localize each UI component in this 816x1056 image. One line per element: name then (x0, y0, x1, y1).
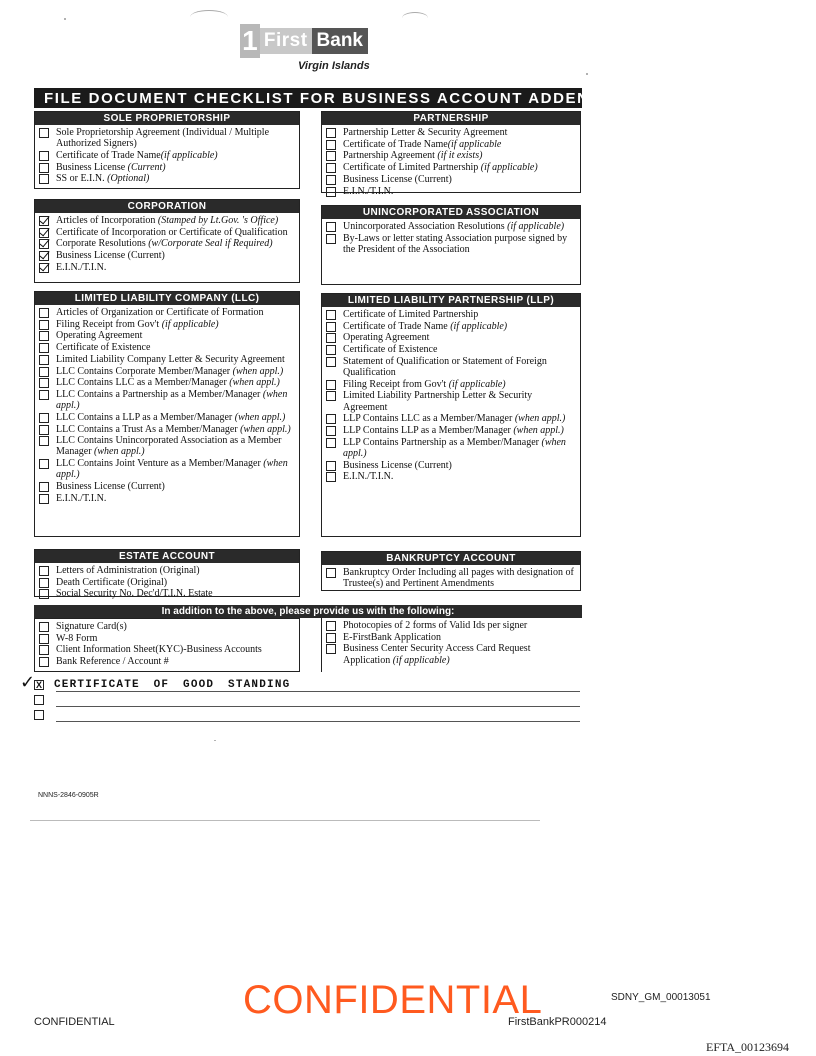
checkbox[interactable] (39, 645, 49, 655)
extra-line-1 (34, 679, 290, 691)
checklist-item (39, 319, 295, 330)
confidential-stamp-large: CONFIDENTIAL (243, 978, 543, 1022)
item-text: E.I.N./T.I.N. (56, 261, 107, 273)
additional-heading: In addition to the above, please provide us with the following: (34, 605, 582, 618)
section-heading: BANKRUPTCY ACCOUNT (322, 552, 580, 565)
item-note: (when appl.) (94, 446, 145, 458)
checkbox[interactable] (39, 308, 49, 318)
checklist-item (326, 321, 576, 332)
firstbank-logo (240, 24, 368, 58)
checkbox[interactable] (326, 345, 336, 355)
checkbox[interactable] (326, 472, 336, 482)
checklist-item-label (343, 309, 576, 320)
item-text: Business License (Current) (56, 481, 165, 493)
checklist-item (39, 150, 295, 161)
checklist-item (39, 173, 295, 184)
checklist-item (326, 233, 576, 255)
checklist-item (326, 567, 576, 589)
extra-rule-2 (56, 706, 580, 707)
checkbox[interactable] (39, 657, 49, 667)
checkbox[interactable] (326, 128, 336, 138)
item-list (322, 618, 581, 668)
checklist-item (39, 330, 295, 341)
section-estate-account (34, 549, 300, 600)
checklist-item-label (343, 460, 576, 471)
item-note: (when appl.) (240, 423, 291, 435)
scan-scuff (190, 10, 228, 24)
checklist-item-label (343, 221, 576, 232)
checklist-item-label (343, 471, 576, 482)
checklist-item (39, 215, 295, 226)
item-text: Business License (Current) (343, 459, 452, 471)
item-text: Operating Agreement (56, 330, 143, 342)
checklist-item (326, 643, 577, 665)
item-note: (if applicable) (160, 149, 218, 161)
item-note: (when appl.) (232, 365, 284, 377)
checklist-item (39, 458, 295, 480)
item-note: (Optional) (107, 173, 150, 185)
section-sole-proprietorship (34, 111, 300, 189)
checklist-item-label (343, 379, 576, 390)
item-text: Death Certificate (Original) (56, 576, 168, 588)
checklist-item-label (56, 127, 295, 149)
item-text: LLC Contains a LLP as a Member/Manager (56, 411, 235, 423)
checkbox[interactable] (39, 622, 49, 632)
checkbox[interactable] (326, 644, 336, 654)
item-text: Certificate of Existence (56, 342, 151, 354)
checkbox[interactable] (326, 438, 336, 448)
item-list (35, 619, 299, 670)
checkbox[interactable] (39, 343, 49, 353)
item-note: (when appl.) (234, 411, 286, 423)
checklist-item (326, 413, 576, 424)
checklist-item (39, 588, 295, 599)
item-text: Limited Liability Company Letter & Security Agreement (56, 353, 285, 365)
checkbox[interactable] (39, 482, 49, 492)
section-additional-right (321, 618, 581, 672)
item-note: (if applicable) (507, 221, 565, 232)
section-corporation (34, 199, 300, 283)
item-note: (if applicable) (480, 162, 538, 174)
checklist-item-label (56, 262, 295, 273)
checkbox[interactable] (39, 251, 49, 261)
checklist-item-label (343, 344, 576, 355)
checklist-item-label (56, 577, 295, 588)
item-text: Filing Receipt from Gov't (56, 318, 162, 330)
checklist-item (39, 633, 295, 644)
checklist-item (326, 221, 576, 232)
checklist-item-label (343, 425, 576, 436)
checkbox[interactable] (326, 357, 336, 367)
checklist-item (39, 656, 295, 667)
item-note: (if applicable) (392, 654, 450, 666)
bates-sdny: SDNY_GM_00013051 (611, 992, 711, 1003)
checkbox[interactable] (39, 578, 49, 588)
checklist-item (39, 412, 295, 423)
item-note: (when appl.) (343, 436, 566, 459)
checklist-item-label (56, 493, 295, 504)
checklist-item-label (56, 588, 295, 599)
checklist-item (326, 186, 576, 197)
checkbox[interactable] (326, 380, 336, 390)
item-text: Sole Proprietorship Agreement (Individual / Multiple Authorized Signers) (56, 127, 270, 150)
checkbox[interactable] (326, 633, 336, 643)
checkbox[interactable] (39, 320, 49, 330)
item-text: Business License (56, 161, 128, 173)
logo-mark: 1 (240, 24, 260, 58)
checklist-item-label (56, 150, 295, 161)
checkbox[interactable] (39, 163, 49, 173)
item-note: (if applicable) (448, 378, 506, 390)
efta-number: EFTA_00123694 (706, 1040, 790, 1054)
checklist-item (326, 162, 576, 173)
section-heading: LIMITED LIABILITY PARTNERSHIP (LLP) (322, 294, 580, 307)
checklist-item (39, 424, 295, 435)
confidential-label: CONFIDENTIAL (34, 1016, 115, 1028)
checklist-item-label (56, 238, 295, 249)
section-partnership (321, 111, 581, 197)
checklist-item (326, 309, 576, 320)
item-text: Certificate of Incorporation or Certificate of Qualification (56, 226, 288, 238)
checklist-item-label (56, 319, 295, 330)
scan-scuff (402, 12, 428, 24)
checklist-item-label (56, 565, 295, 576)
checkbox[interactable] (39, 228, 49, 238)
checklist-item-label (343, 390, 576, 412)
checklist-item-label (56, 366, 295, 377)
item-list (322, 307, 580, 485)
item-text: Social Security No. Dec'd/T.I.N. Estate (56, 588, 213, 600)
checklist-item-label (56, 481, 295, 492)
checklist-item (39, 644, 295, 655)
checklist-item-label (56, 330, 295, 341)
checklist-item-label (343, 567, 576, 589)
checkbox[interactable] (39, 151, 49, 161)
checklist-item-label (343, 186, 576, 197)
item-text: LLP Contains LLP as a Member/Manager (343, 425, 514, 437)
extra-checkbox-3[interactable] (34, 710, 44, 720)
checklist-item-label (56, 424, 295, 435)
item-text: LLC Contains Unincorporated Association as a Member Manager (56, 435, 282, 458)
checklist-item-label (56, 162, 295, 173)
checklist-item-label (56, 377, 295, 388)
item-text: LLC Contains LLC as a Member/Manager (56, 377, 230, 389)
checklist-item-label (56, 458, 295, 480)
item-text: LLC Contains a Partnership as a Member/Manager (56, 388, 263, 400)
item-text: Bank Reference / Account # (56, 656, 169, 668)
extra-line-2 (34, 695, 54, 705)
checklist-item-label (343, 150, 576, 161)
checklist-item (39, 493, 295, 504)
checklist-item-label (56, 307, 295, 318)
item-text: By-Laws or letter stating Association purpose signed by the President of the Association (343, 232, 568, 255)
checkbox[interactable] (326, 426, 336, 436)
item-text: Articles of Organization or Certificate of Formation (56, 307, 264, 318)
checklist-item-label (343, 174, 576, 185)
checkbox[interactable] (326, 333, 336, 343)
checklist-item-label (343, 127, 576, 138)
item-text: Certificate of Trade Name (56, 149, 161, 161)
checklist-item (39, 354, 295, 365)
checkbox[interactable] (326, 310, 336, 320)
checklist-item-label (56, 633, 295, 644)
section-heading: UNINCORPORATED ASSOCIATION (322, 206, 580, 219)
checklist-item (39, 435, 295, 457)
checklist-item (39, 227, 295, 238)
checkbox[interactable] (39, 425, 49, 435)
item-text: Limited Liability Partnership Letter & Security Agreement (343, 390, 533, 413)
checklist-title: FILE DOCUMENT CHECKLIST FOR BUSINESS ACCOUNT ADDENDUM (34, 88, 582, 108)
checklist-item (326, 425, 576, 436)
checklist-item (326, 150, 576, 161)
checklist-item-label (56, 656, 295, 667)
item-list (322, 125, 580, 199)
checklist-item (326, 356, 576, 378)
extra-rule-3 (56, 721, 580, 722)
checklist-item-label (343, 332, 576, 343)
checklist-item (326, 332, 576, 343)
checklist-item (39, 127, 295, 149)
extra-checkbox-2[interactable] (34, 695, 44, 705)
item-note: (when appl.) (56, 388, 288, 412)
checkbox[interactable] (39, 634, 49, 644)
item-note: (if applicable) (450, 320, 508, 332)
checklist-item-label (343, 356, 576, 378)
item-list (322, 565, 580, 592)
item-text: LLP Contains LLC as a Member/Manager (343, 413, 515, 425)
checklist-item-label (343, 632, 577, 643)
scan-speck (64, 18, 66, 20)
checkbox[interactable] (326, 175, 336, 185)
section-bankruptcy-account (321, 551, 581, 591)
item-text: Business Center Security Access Card Request Application (343, 643, 531, 666)
item-text: LLC Contains a Trust As a Member/Manager (56, 423, 241, 435)
section-heading: PARTNERSHIP (322, 112, 580, 125)
item-list (322, 219, 580, 258)
checkbox[interactable] (39, 459, 49, 469)
item-text: E-FirstBank Application (343, 631, 442, 643)
item-note: (Stamped by Lt.Gov. 's Office) (157, 215, 279, 226)
extra-line-text: CERTIFICATE OF GOOD STANDING (54, 679, 291, 691)
item-note: (when appl.) (229, 377, 280, 389)
item-text: Unincorporated Association Resolutions (343, 221, 508, 232)
checkbox[interactable] (39, 216, 49, 226)
checklist-item-label (56, 644, 295, 655)
checklist-item-label (56, 342, 295, 353)
item-list (35, 213, 299, 276)
checklist-item-label (56, 435, 295, 457)
logo-word-bank: Bank (312, 28, 368, 54)
item-text: Certificate of Trade Name (343, 138, 448, 150)
checklist-item (39, 577, 295, 588)
checklist-item (326, 174, 576, 185)
section-llc (34, 291, 300, 537)
checkbox[interactable] (326, 322, 336, 332)
extra-line-3 (34, 710, 54, 720)
checklist-item (326, 344, 576, 355)
checkbox[interactable] (39, 378, 49, 388)
item-text: W-8 Form (56, 632, 98, 644)
item-text: E.I.N./T.I.N. (343, 471, 394, 483)
item-text: Business License (Current) (343, 173, 452, 185)
section-llp (321, 293, 581, 537)
checkbox[interactable] (326, 140, 336, 150)
checkbox[interactable] (326, 621, 336, 631)
section-heading: CORPORATION (35, 200, 299, 213)
item-text: Certificate of Limited Partnership (343, 162, 481, 174)
checklist-item-label (56, 173, 295, 184)
checklist-item-label (343, 233, 576, 255)
item-text: Business License (Current) (56, 250, 165, 262)
checklist-item-label (56, 621, 295, 632)
checklist-item (326, 460, 576, 471)
checklist-item (39, 366, 295, 377)
item-text: Operating Agreement (343, 332, 430, 344)
extra-checkbox-1[interactable]: X (35, 680, 42, 690)
checklist-item (39, 238, 295, 249)
item-note: (if it exists) (437, 150, 483, 162)
item-list (35, 563, 299, 602)
checklist-item-label (56, 354, 295, 365)
checklist-item (326, 390, 576, 412)
checkbox[interactable] (326, 391, 336, 401)
item-note: (when appl.) (514, 413, 566, 425)
checklist-item-label (343, 643, 577, 665)
checkbox[interactable] (326, 163, 336, 173)
checklist-item (326, 127, 576, 138)
section-additional-left (34, 618, 300, 672)
checkbox[interactable] (326, 461, 336, 471)
checklist-item (39, 481, 295, 492)
scan-speck (586, 73, 588, 75)
checklist-item-label (343, 321, 576, 332)
bates-firstbank: FirstBankPR000214 (508, 1016, 607, 1028)
logo-word-first: First (260, 28, 312, 54)
item-text: Certificate of Limited Partnership (343, 309, 479, 320)
item-note: (when appl.) (56, 458, 288, 481)
handwritten-tick-mark: ✓ (20, 672, 36, 693)
checkbox[interactable] (326, 151, 336, 161)
item-text: Corporate Resolutions (56, 238, 149, 250)
item-text: Articles of Incorporation (56, 215, 158, 226)
item-text: LLC Contains Corporate Member/Manager (56, 365, 233, 377)
checklist-item-label (56, 215, 295, 226)
checkbox[interactable] (326, 187, 336, 197)
checkbox[interactable] (39, 390, 49, 400)
checklist-item (39, 307, 295, 318)
item-list (35, 305, 299, 506)
section-heading: SOLE PROPRIETORSHIP (35, 112, 299, 125)
checkbox[interactable] (39, 128, 49, 138)
item-text: Photocopies of 2 forms of Valid Ids per signer (343, 620, 528, 631)
checklist-item (39, 250, 295, 261)
scan-speck (214, 740, 216, 741)
checklist-item (39, 377, 295, 388)
item-text: Bankruptcy Order Including all pages with designation of Trustee(s) and Pertinent Amendments (343, 567, 574, 590)
checkbox[interactable] (39, 566, 49, 576)
checkbox[interactable] (39, 367, 49, 377)
checkbox[interactable] (326, 568, 336, 578)
checklist-item (326, 632, 577, 643)
item-note: (w/Corporate Seal if Required) (148, 238, 273, 250)
item-list (35, 125, 299, 187)
checklist-item (326, 620, 577, 631)
item-text: Statement of Qualification or Statement of Foreign Qualification (343, 355, 547, 379)
checklist-item-label (56, 227, 295, 238)
item-text: Filing Receipt from Gov't (343, 378, 449, 390)
item-note: (if applicable (447, 138, 502, 150)
item-text: Client Information Sheet(KYC)-Business Accounts (56, 644, 262, 656)
item-text: Partnership Agreement (343, 150, 438, 162)
logo-region: Virgin Islands (298, 60, 370, 72)
item-text: LLC Contains Joint Venture as a Member/Manager (56, 458, 264, 470)
form-number: NNNS-2846-0905R (38, 792, 99, 799)
extra-rule-1 (56, 691, 580, 692)
checkbox[interactable] (326, 222, 336, 232)
item-text: LLP Contains Partnership as a Member/Manager (343, 436, 542, 448)
checklist-item (39, 162, 295, 173)
checklist-item (39, 621, 295, 632)
checkbox[interactable] (39, 436, 49, 446)
checklist-item (39, 342, 295, 353)
checklist-item (326, 437, 576, 459)
item-text: Letters of Administration (Original) (56, 565, 200, 576)
checklist-item-label (56, 250, 295, 261)
checkbox[interactable] (326, 414, 336, 424)
checkbox[interactable] (39, 174, 49, 184)
checklist-item (39, 262, 295, 273)
section-heading: LIMITED LIABILITY COMPANY (LLC) (35, 292, 299, 305)
checklist-item (39, 389, 295, 411)
item-text: SS or E.I.N. (56, 173, 108, 185)
item-text: Signature Card(s) (56, 621, 127, 632)
checklist-item-label (343, 139, 576, 150)
item-text: Partnership Letter & Security Agreement (343, 127, 508, 138)
checkbox[interactable] (39, 589, 49, 599)
checklist-item-label (343, 437, 576, 459)
item-text: E.I.N./T.I.N. (343, 185, 394, 197)
item-text: Certificate of Existence (343, 344, 438, 356)
scan-edge-line (30, 820, 540, 821)
checklist-item (326, 139, 576, 150)
checkbox[interactable] (39, 331, 49, 341)
checklist-item-label (343, 162, 576, 173)
checklist-item (39, 565, 295, 576)
section-unincorporated-association (321, 205, 581, 285)
checkbox[interactable] (39, 413, 49, 423)
item-note: (if applicable) (161, 318, 219, 330)
checkbox[interactable] (39, 239, 49, 249)
checkbox[interactable] (39, 263, 49, 273)
checklist-item-label (343, 620, 577, 631)
checklist-item-label (343, 413, 576, 424)
item-note: (when appl.) (513, 425, 564, 437)
item-note: (Current) (127, 161, 166, 173)
checkbox[interactable] (39, 355, 49, 365)
item-text: Certificate of Trade Name (343, 320, 451, 332)
section-heading: ESTATE ACCOUNT (35, 550, 299, 563)
checklist-item-label (56, 389, 295, 411)
checklist-item (326, 471, 576, 482)
checklist-item (326, 379, 576, 390)
checklist-item-label (56, 412, 295, 423)
checkbox[interactable] (326, 234, 336, 244)
item-text: E.I.N./T.I.N. (56, 492, 107, 504)
checkbox[interactable] (39, 494, 49, 504)
